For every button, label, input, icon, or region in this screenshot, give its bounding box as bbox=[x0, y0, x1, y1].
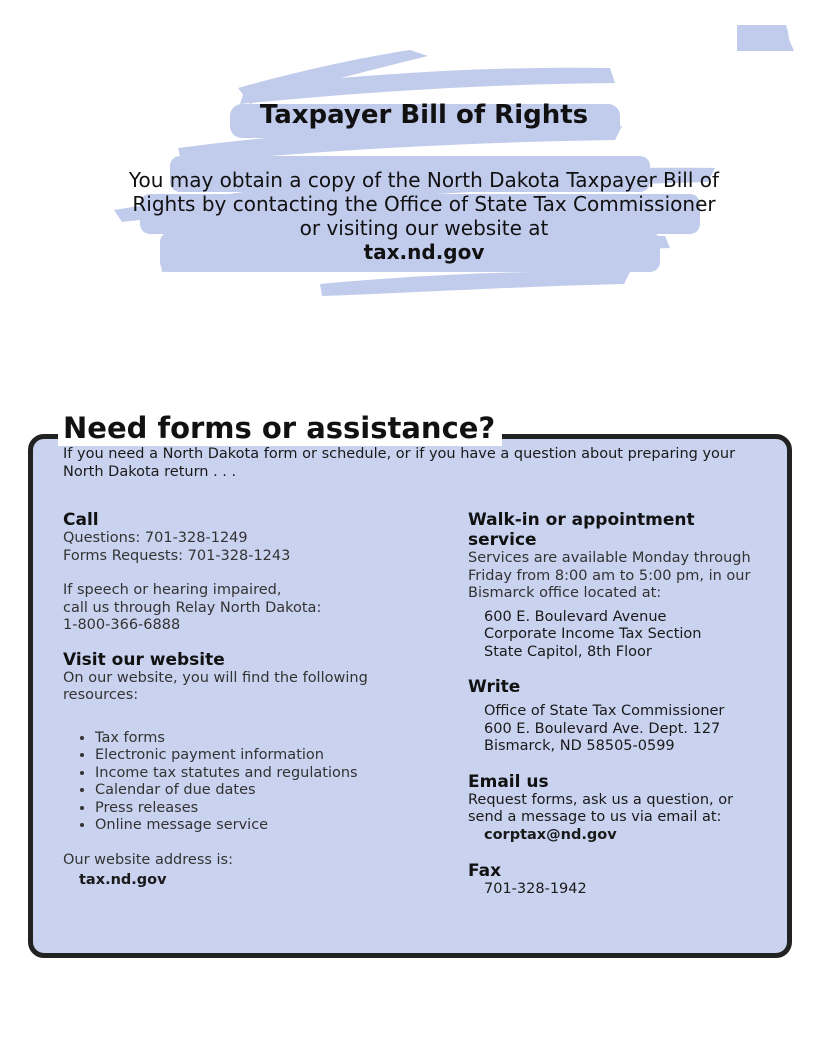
website-heading: Visit our website bbox=[63, 649, 225, 670]
bill-of-rights-text bbox=[120, 168, 728, 264]
walkin-heading: Walk-in or appointment service bbox=[468, 510, 695, 550]
assistance-intro: If you need a North Dakota form or schedule, or if you have a question about preparing your North Dakota return . . . bbox=[63, 446, 736, 480]
call-heading: Call bbox=[63, 510, 99, 530]
resources-list bbox=[63, 730, 423, 835]
bill-of-rights-website[interactable]: tax.nd.gov bbox=[363, 240, 485, 264]
north-dakota-map-icon bbox=[736, 24, 794, 53]
website-intro: On our website, you will find the following resources: bbox=[63, 669, 368, 703]
relay-number: 1-800-366-6888 bbox=[63, 617, 181, 633]
list-item: • Press releases bbox=[95, 800, 423, 818]
write-address-line: Office of State Tax Commissioner bbox=[484, 703, 725, 719]
fax-heading: Fax bbox=[468, 861, 502, 881]
bill-of-rights-body: You may obtain a copy of the North Dakota Taxpayer Bill of Rights by contacting the Office of State Tax Commissioner or visiting our website at bbox=[128, 168, 720, 240]
left-column bbox=[63, 510, 423, 890]
walkin-text: Services are available Monday through Friday from 8:00 am to 5:00 pm, in our Bismarck office located at: bbox=[468, 550, 751, 601]
write-address-line: 600 E. Boulevard Ave. Dept. 127 bbox=[484, 720, 721, 737]
walkin-address-line: State Capitol, 8th Floor bbox=[484, 643, 652, 660]
list-item: • Electronic payment information bbox=[95, 747, 423, 765]
write-heading: Write bbox=[468, 677, 521, 697]
call-forms: Forms Requests: 701-328-1243 bbox=[63, 547, 291, 564]
right-column bbox=[468, 510, 768, 899]
fax-number: 701-328-1942 bbox=[484, 881, 587, 897]
email-heading: Email us bbox=[468, 771, 549, 792]
walkin-address-line: Corporate Income Tax Section bbox=[484, 626, 702, 642]
list-item: • Online message service bbox=[95, 817, 423, 835]
list-item: • Income tax statutes and regulations bbox=[95, 765, 423, 783]
bill-of-rights-title: Taxpayer Bill of Rights bbox=[259, 100, 589, 130]
walkin-address-line: 600 E. Boulevard Avenue bbox=[484, 608, 667, 625]
assistance-title: Need forms or assistance? bbox=[58, 410, 502, 446]
relay-line-2: call us through Relay North Dakota: bbox=[63, 599, 322, 616]
list-item: • Tax forms bbox=[95, 730, 423, 748]
website-address-link[interactable]: tax.nd.gov bbox=[79, 872, 167, 888]
list-item: • Calendar of due dates bbox=[95, 782, 423, 800]
website-address-label: Our website address is: bbox=[63, 851, 233, 868]
email-text: Request forms, ask us a question, or send a message to us via email at: bbox=[468, 791, 734, 825]
email-address-link[interactable]: corptax@nd.gov bbox=[484, 826, 617, 843]
relay-line-1: If speech or hearing impaired, bbox=[63, 582, 282, 598]
call-questions: Questions: 701-328-1249 bbox=[63, 530, 248, 546]
write-address-line: Bismarck, ND 58505-0599 bbox=[484, 738, 675, 754]
